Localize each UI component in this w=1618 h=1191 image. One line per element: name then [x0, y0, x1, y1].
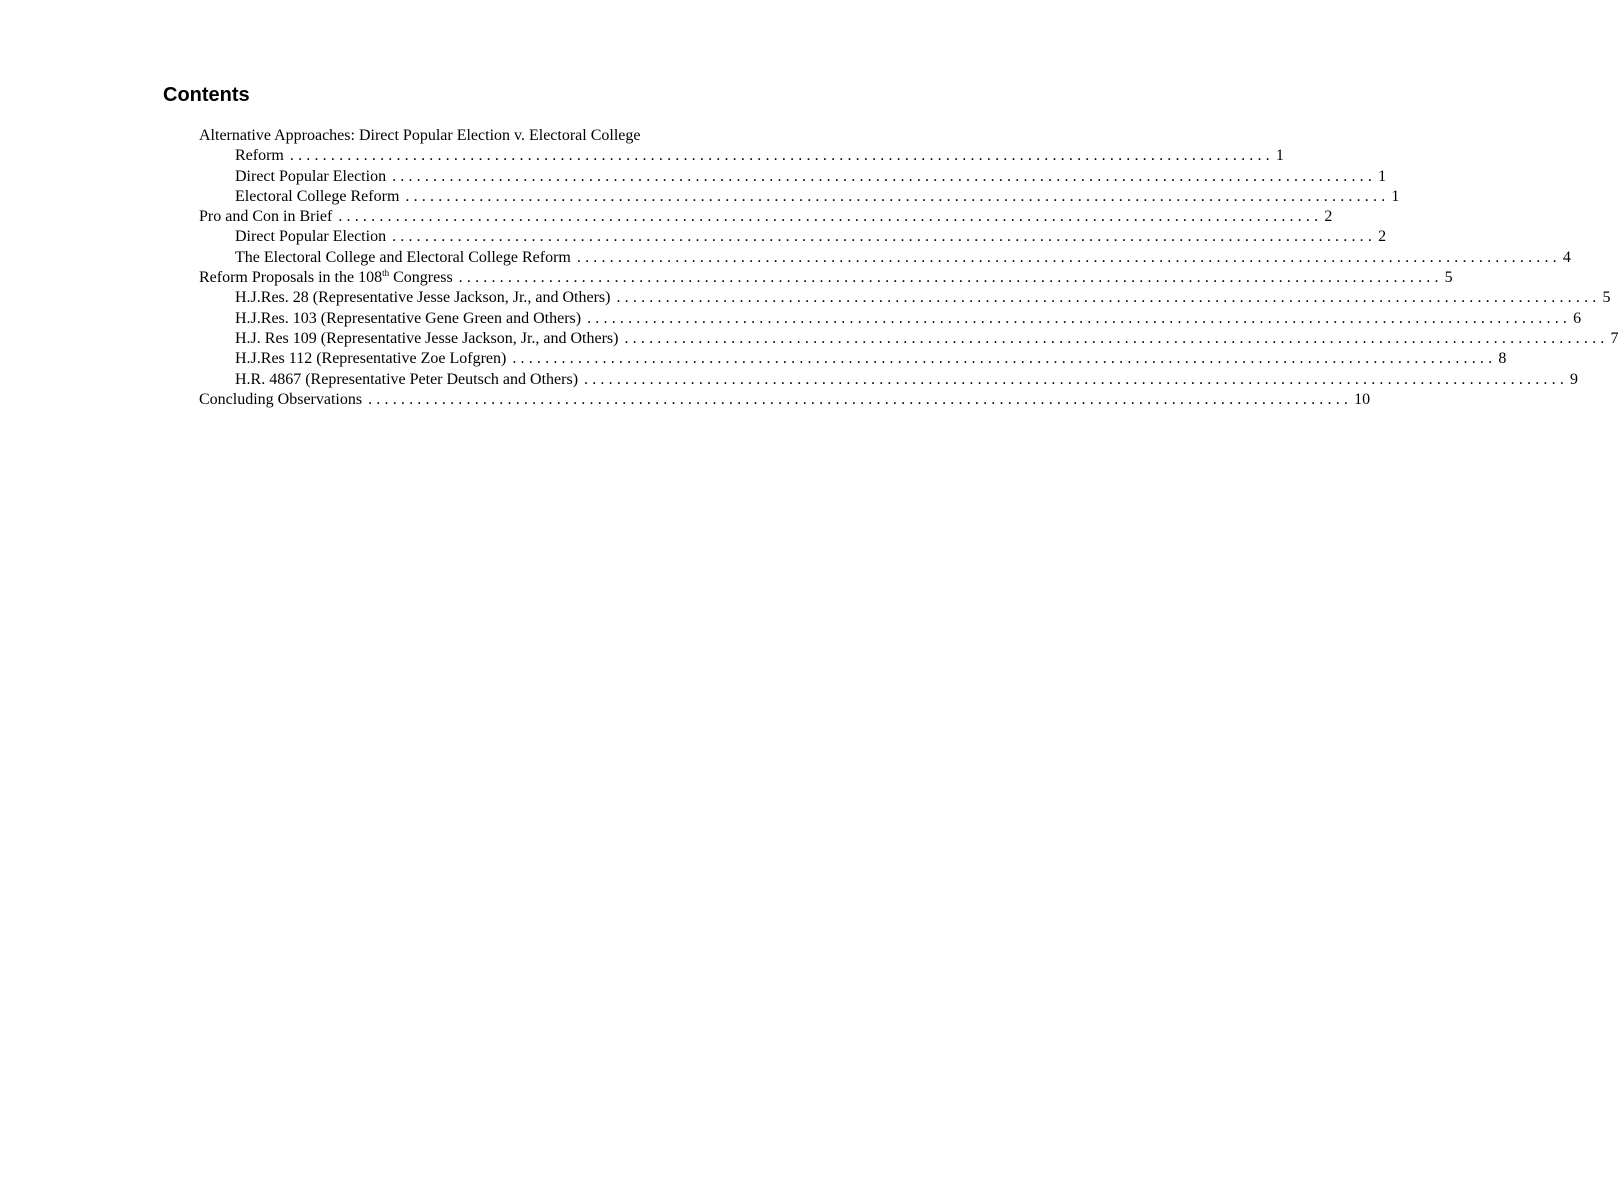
dot-leader: ........................................................................................................................	[338, 208, 1323, 226]
dot-leader: ........................................................................................................................	[458, 269, 1443, 287]
dot-leader: ........................................................................................................................	[587, 309, 1572, 327]
toc-entry-hr-4867[interactable]	[199, 370, 1579, 390]
dot-leader: ........................................................................................................................	[512, 350, 1497, 368]
toc-entry-hjres-112[interactable]	[199, 349, 1507, 369]
dot-leader: ........................................................................................................................	[616, 289, 1601, 307]
dot-leader: ........................................................................................................................	[405, 187, 1390, 205]
toc-entry-title: Direct Popular Election	[235, 167, 387, 185]
toc-page-number: 7	[1610, 329, 1618, 347]
toc-entry-title-post: Congress	[389, 269, 453, 287]
dot-leader: ........................................................................................................................	[368, 390, 1353, 408]
toc-page-number: 9	[1570, 370, 1579, 388]
dot-leader: ........................................................................................................................	[392, 228, 1377, 246]
contents-heading: Contents	[163, 84, 250, 106]
toc-page-number: 2	[1378, 228, 1387, 246]
dot-leader: ........................................................................................................................	[392, 167, 1377, 185]
toc-entry-hjres-103[interactable]	[199, 309, 1582, 329]
dot-leader: ........................................................................................................................	[584, 370, 1569, 388]
toc-page-number: 5	[1602, 289, 1611, 307]
toc-entry-reform-proposals[interactable]	[199, 268, 1453, 288]
toc-entry-title: H.J.Res. 28 (Representative Jesse Jackson, Jr., and Others)	[235, 289, 611, 307]
toc-entry-title: The Electoral College and Electoral College Reform	[235, 248, 571, 266]
toc-entry-title: H.J. Res 109 (Representative Jesse Jackson, Jr., and Others)	[235, 329, 619, 347]
ordinal-suffix: th	[382, 268, 390, 279]
table-of-contents	[199, 126, 1618, 410]
toc-entry-direct-popular-election[interactable]	[199, 167, 1387, 187]
dot-leader: ........................................................................................................................	[624, 329, 1609, 347]
toc-page-number: 8	[1498, 350, 1507, 368]
toc-entry-title-pre: Reform Proposals in the 108	[199, 269, 383, 287]
toc-entry-direct-popular-election-2[interactable]	[199, 227, 1387, 247]
toc-page-number: 1	[1378, 167, 1387, 185]
toc-entry-title	[199, 268, 453, 288]
toc-entry-title: Concluding Observations	[199, 390, 363, 408]
toc-entry-title: Electoral College Reform	[235, 187, 400, 205]
toc-entry-title-line2: Reform	[235, 147, 284, 165]
toc-page-number: 5	[1444, 269, 1453, 287]
toc-entry-title: Direct Popular Election	[235, 228, 387, 246]
toc-entry-hjres-28[interactable]	[199, 288, 1611, 308]
toc-entry-title: Pro and Con in Brief	[199, 208, 333, 226]
toc-entry-alternative-approaches[interactable]	[199, 126, 758, 146]
toc-entry-pro-and-con[interactable]	[199, 207, 1333, 227]
toc-entry-hjres-109[interactable]	[199, 329, 1618, 349]
toc-page-number: 1	[1391, 187, 1400, 205]
toc-entry-title-line1: Alternative Approaches: Direct Popular Election v. Electoral College	[199, 127, 641, 144]
toc-entry-title: H.R. 4867 (Representative Peter Deutsch and Others)	[235, 370, 579, 388]
toc-entry-electoral-college-and-reform[interactable]	[199, 248, 1571, 268]
toc-page-number: 10	[1354, 390, 1371, 408]
dot-leader: ........................................................................................................................	[576, 248, 1561, 266]
toc-page-number: 1	[1275, 147, 1284, 165]
toc-entry-alternative-approaches-cont[interactable]	[199, 146, 1284, 166]
dot-leader: ........................................................................................................................	[289, 147, 1274, 165]
toc-page-number: 2	[1324, 208, 1333, 226]
toc-entry-concluding-observations[interactable]	[199, 390, 1371, 410]
toc-page-number: 6	[1573, 309, 1582, 327]
toc-entry-title: H.J.Res. 103 (Representative Gene Green and Others)	[235, 309, 582, 327]
toc-entry-electoral-college-reform[interactable]	[199, 187, 1400, 207]
toc-entry-title: H.J.Res 112 (Representative Zoe Lofgren)	[235, 350, 507, 368]
toc-page-number: 4	[1562, 248, 1571, 266]
